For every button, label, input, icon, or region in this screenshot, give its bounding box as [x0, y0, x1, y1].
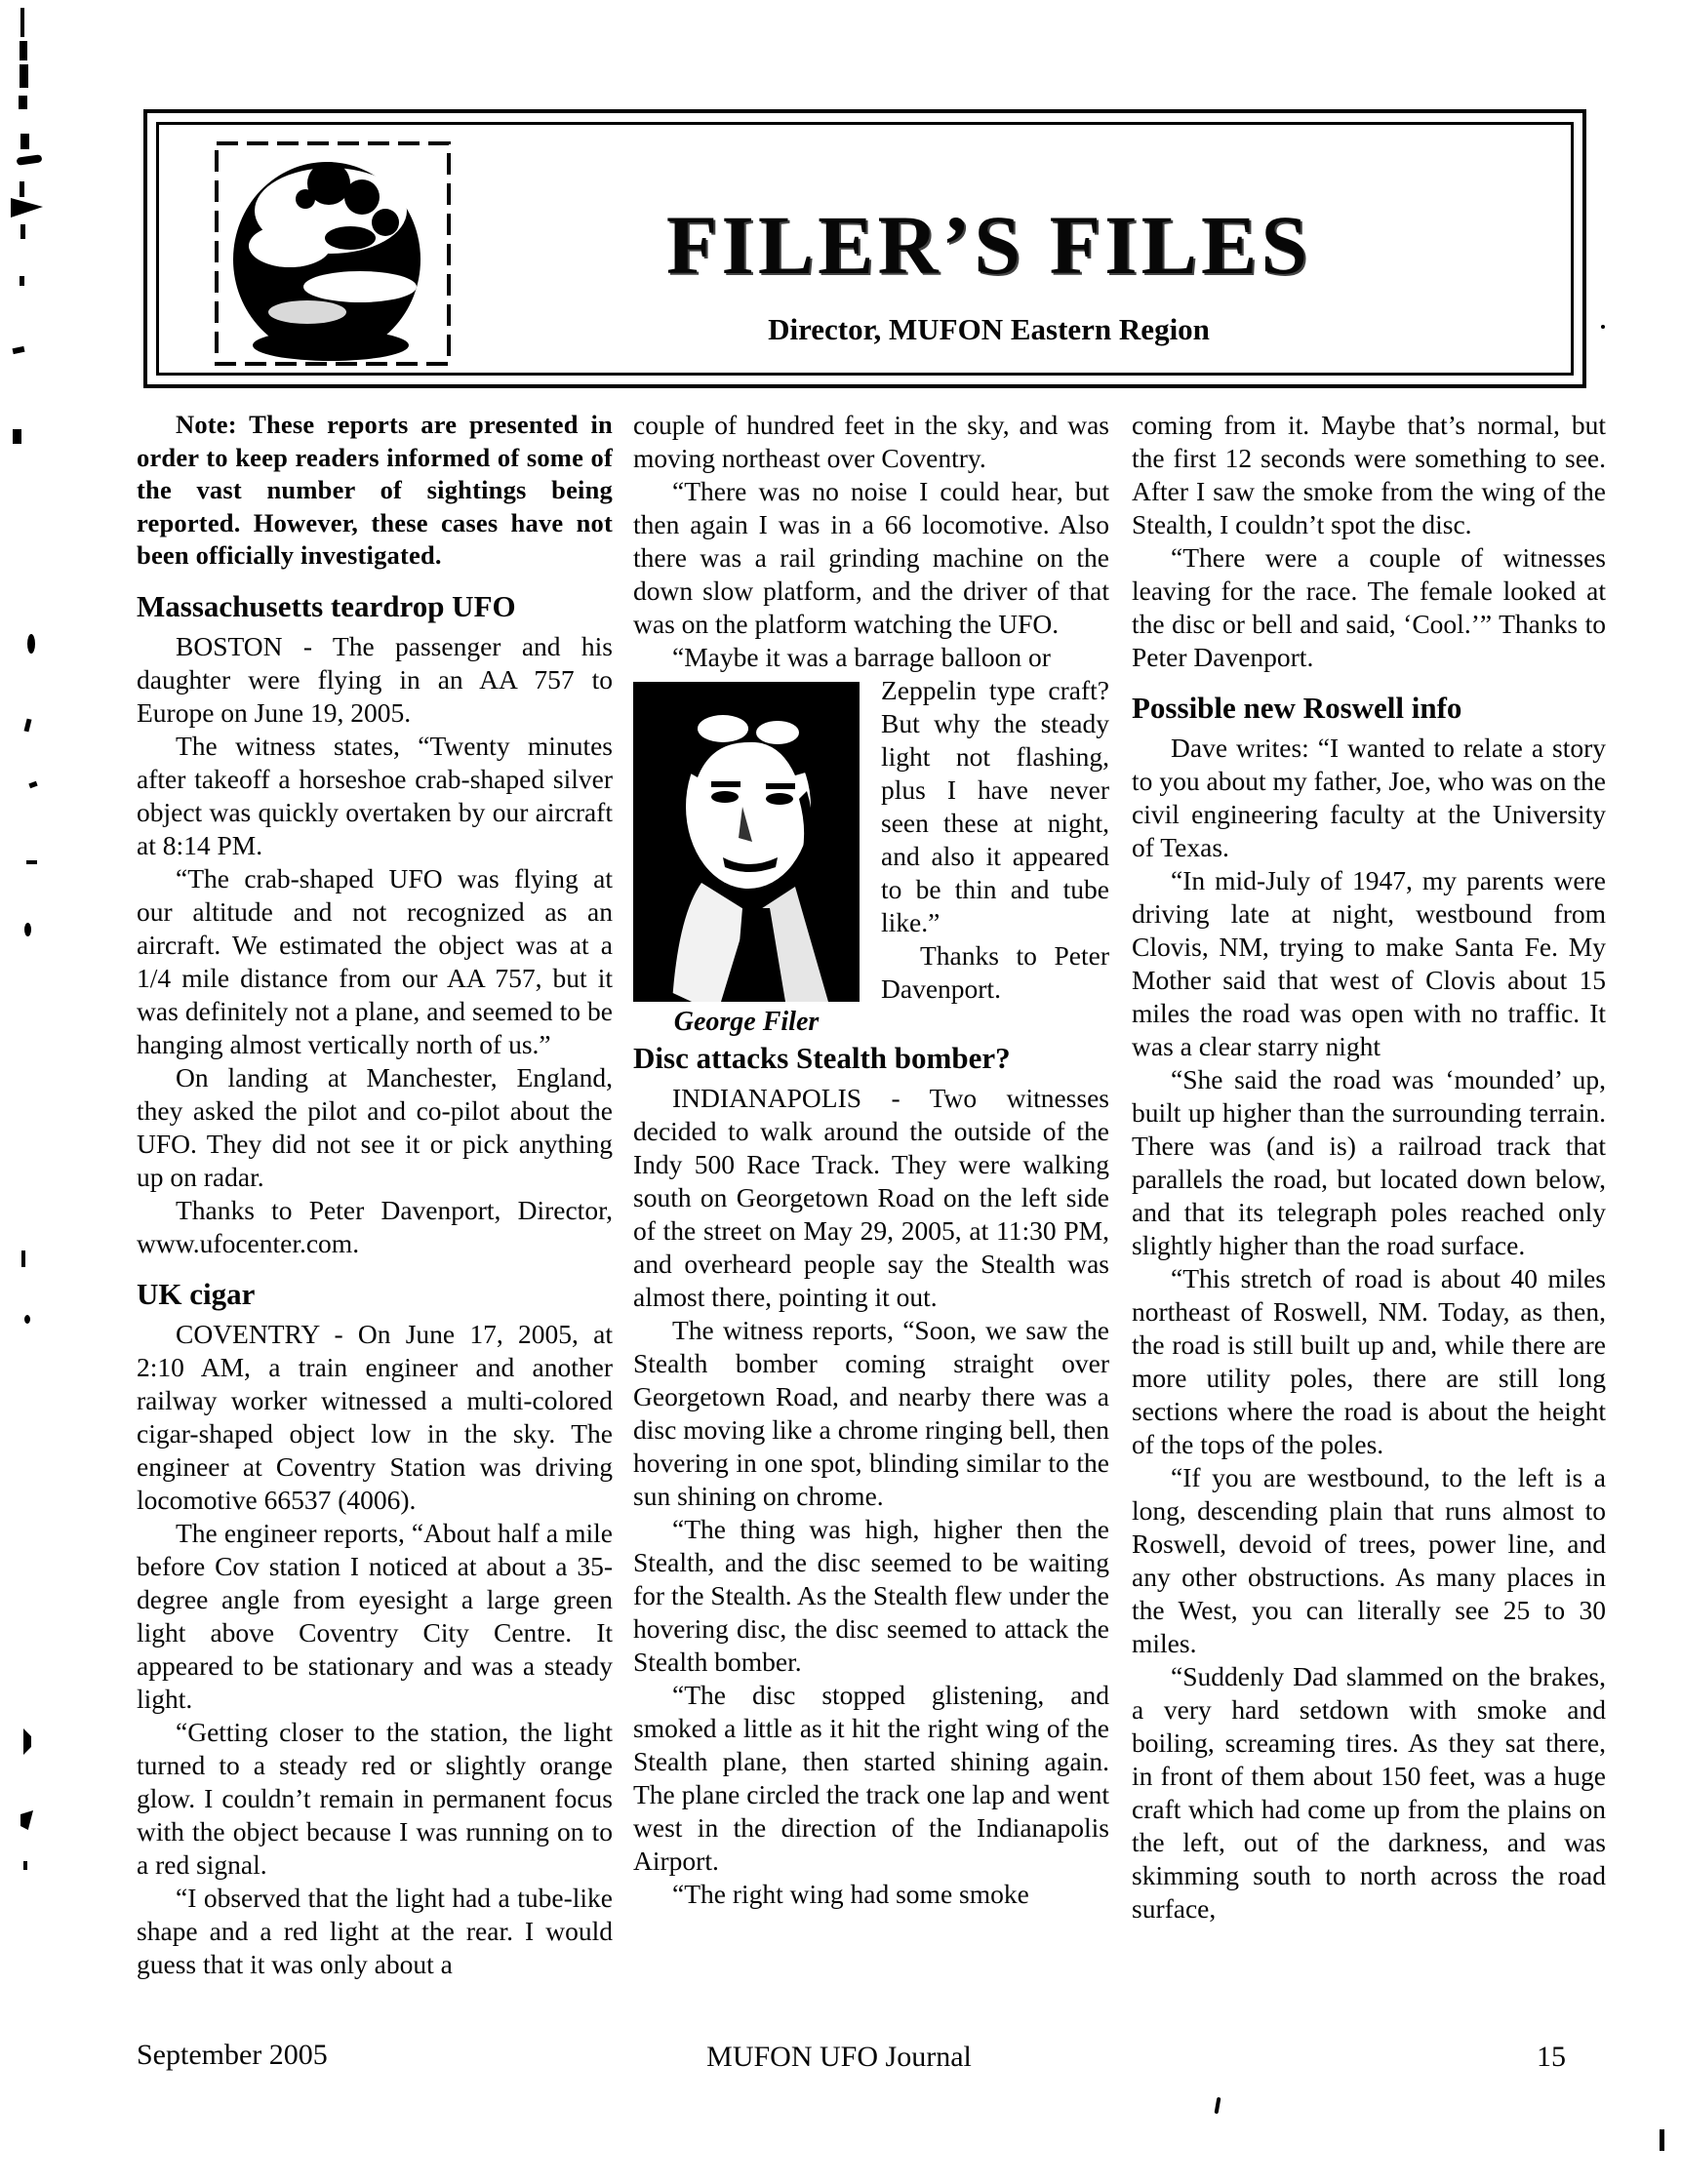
scan-artifact [19, 96, 27, 109]
paragraph: “Getting closer to the station, the light turned to a steady red or slightly orange glow. I couldn’t remain in permanent focus with the object because I was running on to a red signal. [137, 1716, 613, 1880]
footer-journal-name: MUFON UFO Journal [706, 2041, 972, 2073]
paragraph: coming from it. Maybe that’s normal, but the first 12 seconds were something to see. After I saw the smoke from the wing of the Stealth, I couldn’t spot the disc. [1132, 410, 1606, 539]
scan-artifact [20, 134, 29, 149]
section-heading-massachusetts: Massachusetts teardrop UFO [137, 588, 516, 623]
scan-artifact [1601, 325, 1605, 329]
scan-artifact [17, 154, 43, 166]
paragraph: “If you are westbound, to the left is a long, descending plain that runs almost to Roswell, devoid of trees, power line, and any other obstructions. As many places in the West, you can literally see 25 to 30 miles. [1132, 1462, 1606, 1658]
scan-artifact [20, 64, 28, 88]
paragraph: Zeppelin type craft? But why the steady light not flashing, plus I have never seen these at night, and also it appeared to be thin and tube like.” [881, 675, 1109, 937]
paragraph: “In mid-July of 1947, my parents were driving late at night, westbound from Clovis, NM, trying to make Santa Fe. My Mother said that west of Clovis about 15 miles the road was open with no traffic. It was a clear starry night [1132, 865, 1606, 1061]
paragraph: “She said the road was ‘mounded’ up, built up higher than the surrounding terrain. There was (and is) a railroad track that parallels the road, but located down below, and that its telegraph poles reached only slightly higher than the road surface. [1132, 1064, 1606, 1260]
paragraph: “The right wing had some smoke [672, 1879, 1029, 1909]
section-heading-uk-cigar: UK cigar [137, 1276, 256, 1311]
page-subtitle: Director, MUFON Eastern Region [768, 312, 1210, 346]
scan-artifact [20, 276, 24, 286]
scan-artifact [24, 1315, 30, 1324]
column-3 [1132, 409, 1606, 1926]
column-2 [633, 409, 1109, 1911]
scan-artifact [13, 346, 25, 354]
paragraph: “The crab-shaped UFO was flying at our altitude and not recognized as an aircraft. We estimated the object was at a 1/4 mile distance from our AA 757, but it was definitely not a plane, and seemed to be hanging almost vertically north of us.” [137, 862, 613, 1059]
section-heading-roswell: Possible new Roswell info [1132, 691, 1462, 725]
paragraph: “The thing was high, higher then the Stealth, and the disc seemed to be waiting for the Stealth. As the Stealth flew under the hovering disc, the disc seemed to attack the Stealth bomber. [633, 1514, 1110, 1677]
scan-artifact [21, 1251, 25, 1267]
scan-artifact [20, 8, 24, 37]
scan-artifact [20, 224, 25, 239]
scan-artifact [27, 634, 35, 654]
footer-issue-date: September 2005 [137, 2039, 328, 2071]
scan-artifact [23, 1728, 31, 1755]
scan-artifact [23, 1861, 27, 1870]
george-filer-photo-icon [633, 682, 860, 1002]
masthead-inner-border [156, 122, 1574, 376]
paragraph: On landing at Manchester, England, they asked the pilot and co-pilot about the UFO. They did not see it or pick anything up on radar. [137, 1061, 613, 1192]
paragraph: Thanks to Peter Davenport, Director, www.ufocenter.com. [137, 1194, 613, 1258]
scan-artifact [28, 781, 37, 788]
paragraph: INDIANAPOLIS - Two witnesses decided to walk around the outside of the Indy 500 Race Track. They were walking south on Georgetown Road on the left side of the street on May 29, 2005, at 11:30 PM, and overheard people say the Stealth was almost there, pointing it out. [633, 1083, 1109, 1312]
page-title: FILER’S FILES [665, 198, 1312, 292]
paragraph: COVENTRY - On June 17, 2005, at 2:10 AM, a train engineer and another railway worker witnessed a multi-colored cigar-shaped object low in the sky. The engineer at Coventry Station was driving locomotive 66537 (4006). [137, 1318, 613, 1515]
paragraph: Dave writes: “I wanted to relate a story to you about my father, Joe, who was on the civil engineering faculty at the University of Texas. [1132, 733, 1606, 862]
paragraph: couple of hundred feet in the sky, and was moving northeast over Coventry. [633, 410, 1109, 473]
editor-note: Note: These reports are presented in order to keep readers informed of some of the vast number of sightings being reported. However, these cases have not been officially investigated. [137, 410, 613, 570]
scan-artifact [20, 181, 24, 197]
paragraph: “I observed that the light had a tube-like shape and a red light at the rear. I would guess that it was only about a [137, 1882, 613, 1979]
paragraph: “There was no noise I could hear, but then again I was in a 66 locomotive. Also there was a rail grinding machine on the down slow platform, and the driver of that was on the platform watching the UFO. [633, 476, 1109, 639]
scan-artifact [26, 860, 37, 864]
paragraph: The engineer reports, “About half a mile before Cov station I noticed at about a 35-degree angle from eyesight a large green light above Coventry City Centre. It appeared to be stationary and was a steady light. [137, 1517, 613, 1714]
section-heading-disc-attacks: Disc attacks Stealth bomber? [633, 1041, 1011, 1075]
scan-artifact [24, 923, 31, 936]
scan-artifact [1660, 2129, 1664, 2151]
globe-photo-icon [214, 140, 452, 367]
scan-artifact [20, 41, 27, 60]
paragraph: Thanks to Peter Davenport. [881, 940, 1109, 1004]
paragraph: The witness states, “Twenty minutes after takeoff a horseshoe crab-shaped silver object was quickly overtaken by our aircraft at 8:14 PM. [137, 730, 613, 860]
paragraph: “There were a couple of witnesses leaving for the race. The female looked at the disc or bell and said, ‘Cool.’” Thanks to Peter Davenport. [1132, 542, 1606, 672]
george-filer-portrait [633, 682, 865, 1039]
scan-artifact [13, 429, 21, 444]
paragraph: “This stretch of road is about 40 miles northeast of Roswell, NM. Today, as then, the road is still built up and, while there are more utility poles, there are still long sections where the road is about the height of the tops of the poles. [1132, 1263, 1606, 1459]
paragraph: BOSTON - The passenger and his daughter were flying in an AA 757 to Europe on June 19, 2005. [137, 630, 613, 728]
scan-artifact [20, 1810, 33, 1830]
photo-caption: George Filer [673, 1007, 820, 1037]
column-1 [137, 409, 613, 1981]
masthead-box [143, 109, 1586, 388]
paragraph: The witness reports, “Soon, we saw the Stealth bomber coming straight over Georgetown Road, and nearby there was a disc moving like a chrome ringing bell, then hovering in one spot, blinding similar to the sun shining on chrome. [633, 1315, 1109, 1511]
paragraph: “The disc stopped glistening, and smoked a little as it hit the right wing of the Stealth plane, then started shining again. The plane circled the track one lap and went west in the direction of the Indianapolis Airport. [633, 1680, 1109, 1876]
scan-artifact [11, 198, 43, 218]
footer-page-number: 15 [1537, 2041, 1566, 2073]
scan-artifact [24, 719, 32, 733]
paragraph: “Maybe it was a barrage balloon or [672, 642, 1051, 672]
scan-artifact [1215, 2097, 1221, 2114]
paragraph: “Suddenly Dad slammed on the brakes, a very hard setdown with smoke and boiling, screaming tires. As they sat there, in front of them about 150 feet, was a huge craft which had come up from the plains on the left, out of the darkness, and was skimming south to north across the road surface, [1132, 1661, 1606, 1924]
